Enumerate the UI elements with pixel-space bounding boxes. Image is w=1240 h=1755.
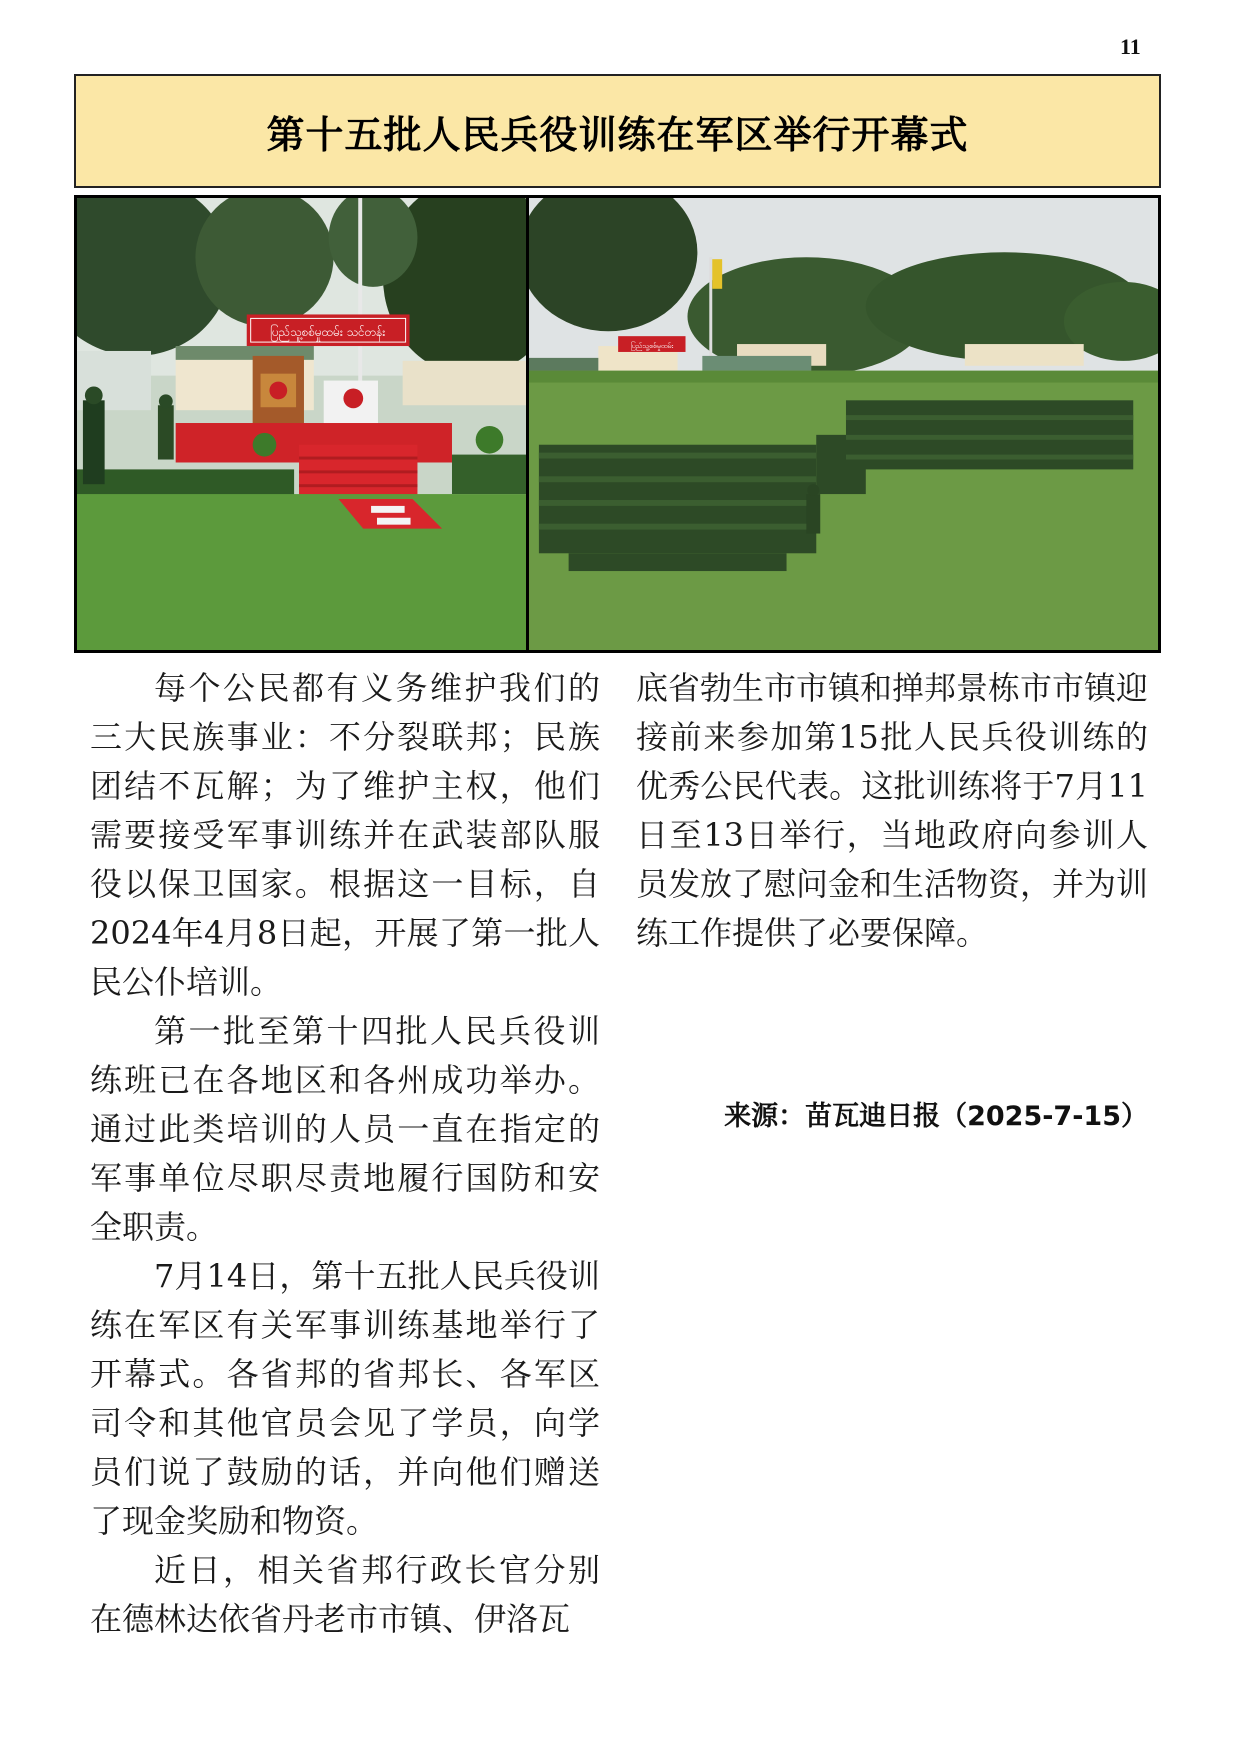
article-paragraph: 底省勃生市市镇和掸邦景栋市市镇迎接前来参加第15批人民兵役训练的优秀公民代表。这批训练将于7月11日至13日举行，当地政府向参训人员发放了慰问金和生活物资，并为训练工作提供了必要保障。 — [636, 669, 1149, 952]
article-title: 第十五批人民兵役训练在军区举行开幕式 — [266, 112, 969, 157]
article-right-column — [636, 664, 1148, 958]
article-left-column — [90, 664, 600, 1644]
left-banner-text: ပြည်သူ့စစ်မှုထမ်း သင်တန်း — [270, 325, 386, 340]
photo-troops-formation — [526, 195, 1161, 653]
article-paragraph: 7月14日，第十五批人民兵役训练在军区有关军事训练基地举行了开幕式。各省邦的省邦长、各军区司令和其他官员会见了学员，向学员们说了鼓励的话，并向他们赠送了现金奖励和物资。 — [90, 1257, 600, 1540]
page-number: 11 — [1120, 34, 1141, 59]
title-banner — [74, 74, 1161, 188]
article-paragraph: 近日，相关省邦行政长官分别在德林达依省丹老市市镇、伊洛瓦 — [90, 1551, 600, 1638]
article-paragraph: 每个公民都有义务维护我们的三大民族事业：不分裂联邦；民族团结不瓦解；为了维护主权，他们需要接受军事训练并在武装部队服役以保卫国家。根据这一目标，自2024年4月8日起，开展了第一批人民公仆培训。 — [90, 669, 600, 1001]
article-source: 来源：苗瓦迪日报（2025-7-15） — [724, 1101, 1148, 1132]
photo-reviewing-stand — [74, 195, 529, 653]
right-banner-text: ပြည်သူ့စစ်မှုထမ်း — [630, 342, 674, 351]
article-paragraph: 第一批至第十四批人民兵役训练班已在各地区和各州成功举办。通过此类培训的人员一直在指定的军事单位尽职尽责地履行国防和安全职责。 — [90, 1012, 600, 1246]
